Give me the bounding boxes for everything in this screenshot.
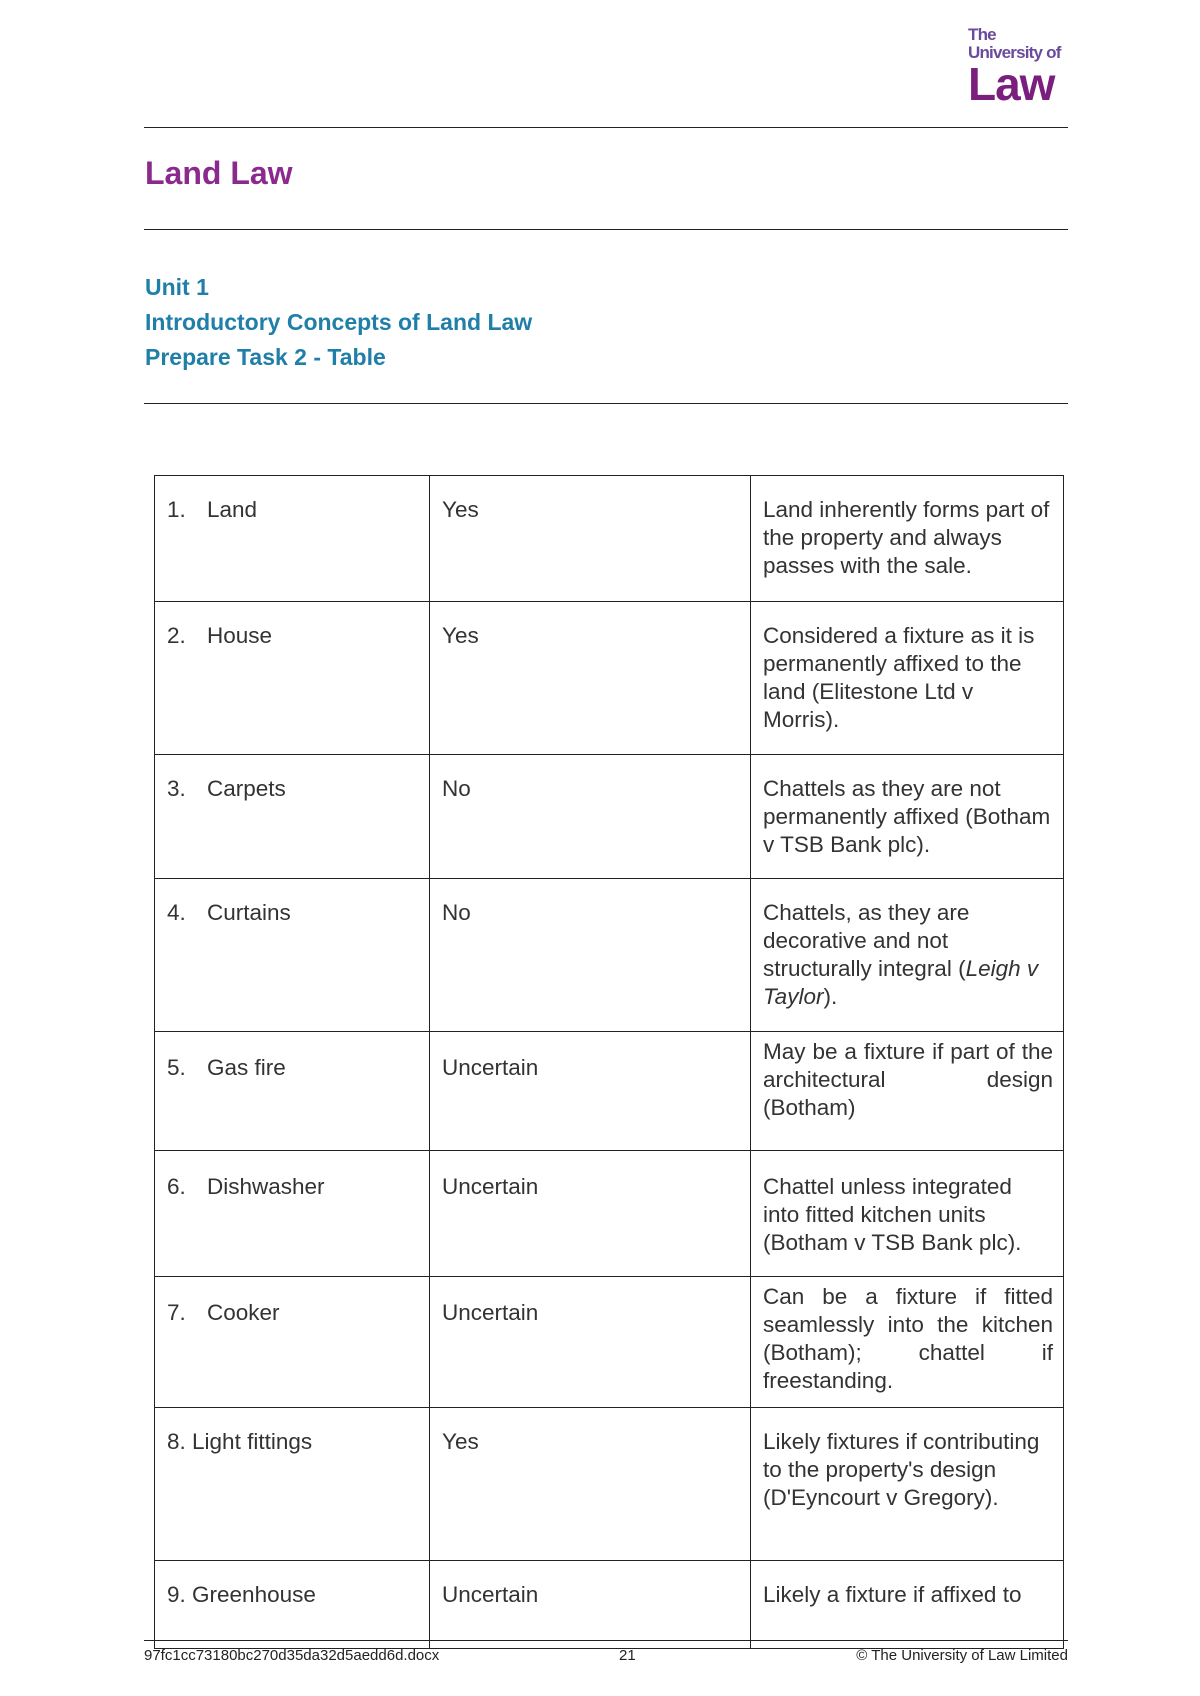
footer-copyright: © The University of Law Limited (856, 1647, 1068, 1664)
table-row (155, 879, 1064, 1032)
fixtures-table (154, 475, 1064, 1649)
item-cell (155, 1561, 430, 1649)
reason-text-end: ). (823, 984, 838, 1009)
item-cell (155, 755, 430, 879)
case-name: Leigh v Taylor (763, 956, 1039, 1009)
reason-text: Chattels, as they are decorative and not structurally integral ( (763, 900, 970, 981)
unit-task: Prepare Task 2 - Table (145, 344, 386, 370)
footer-page-number: 21 (619, 1647, 636, 1664)
unit-topic: Introductory Concepts of Land Law (145, 309, 533, 335)
item-name: Curtains (207, 900, 291, 925)
item-name: Cooker (207, 1300, 280, 1325)
answer-cell: Yes (430, 602, 751, 755)
answer-cell: No (430, 879, 751, 1032)
logo-line-2: University of (968, 43, 1061, 62)
item-name: House (207, 623, 273, 648)
table-row (155, 755, 1064, 879)
reason-cell: Likely fixtures if contributing to the property's design (D'Eyncourt v Gregory). (751, 1408, 1064, 1561)
table-row (155, 1151, 1064, 1277)
table-row (155, 1277, 1064, 1408)
item-name: Light fittings (192, 1429, 313, 1454)
table-row (155, 1561, 1064, 1649)
item-number: 6. (167, 1174, 186, 1199)
reason-cell: May be a fixture if part of the architectural design (Botham) (751, 1032, 1064, 1151)
unit-number: Unit 1 (145, 274, 209, 300)
item-cell (155, 476, 430, 602)
university-logo (968, 25, 1068, 110)
reason-cell: Likely a fixture if affixed to (751, 1561, 1064, 1649)
item-number: 1. (167, 497, 186, 522)
answer-cell: No (430, 755, 751, 879)
item-number: 4. (167, 900, 186, 925)
header-rule-middle (144, 229, 1068, 230)
item-cell (155, 879, 430, 1032)
item-number: 5. (167, 1055, 186, 1080)
item-cell (155, 602, 430, 755)
table-row (155, 1032, 1064, 1151)
item-cell (155, 1408, 430, 1561)
item-cell (155, 1032, 430, 1151)
header-rule-bottom (144, 403, 1068, 404)
page-title: Land Law (145, 155, 293, 191)
table-row (155, 602, 1064, 755)
answer-cell: Uncertain (430, 1032, 751, 1151)
reason-cell: Chattel unless integrated into fitted kitchen units (Botham v TSB Bank plc). (751, 1151, 1064, 1277)
footer-filename: 97fc1cc73180bc270d35da32d5aedd6d.docx (144, 1647, 440, 1664)
reason-cell: Land inherently forms part of the property and always passes with the sale. (751, 476, 1064, 602)
item-number: 8. (167, 1429, 186, 1454)
item-number: 3. (167, 776, 186, 801)
table-row (155, 476, 1064, 602)
reason-cell: Can be a fixture if fitted seamlessly into the kitchen (Botham); chattel if freestanding. (751, 1277, 1064, 1408)
reason-cell: Considered a fixture as it is permanently affixed to the land (Elitestone Ltd v Morris). (751, 602, 1064, 755)
item-name: Greenhouse (192, 1582, 316, 1607)
answer-cell: Uncertain (430, 1277, 751, 1408)
unit-heading (145, 270, 532, 375)
item-number: 7. (167, 1300, 186, 1325)
item-name: Carpets (207, 776, 286, 801)
answer-cell: Uncertain (430, 1151, 751, 1277)
item-number: 9. (167, 1582, 186, 1607)
logo-line-1: The (968, 25, 996, 44)
reason-cell: Chattels as they are not permanently affixed (Botham v TSB Bank plc). (751, 755, 1064, 879)
logo-line-3: Law (968, 58, 1055, 110)
item-name: Land (207, 497, 258, 522)
item-name: Dishwasher (207, 1174, 325, 1199)
reason-cell (751, 879, 1064, 1032)
answer-cell: Uncertain (430, 1561, 751, 1649)
table-row (155, 1408, 1064, 1561)
item-name: Gas fire (207, 1055, 286, 1080)
header-rule-top (144, 127, 1068, 128)
answer-cell: Yes (430, 1408, 751, 1561)
item-cell (155, 1151, 430, 1277)
item-number: 2. (167, 623, 186, 648)
answer-cell: Yes (430, 476, 751, 602)
page-footer (144, 1640, 1068, 1671)
item-cell (155, 1277, 430, 1408)
